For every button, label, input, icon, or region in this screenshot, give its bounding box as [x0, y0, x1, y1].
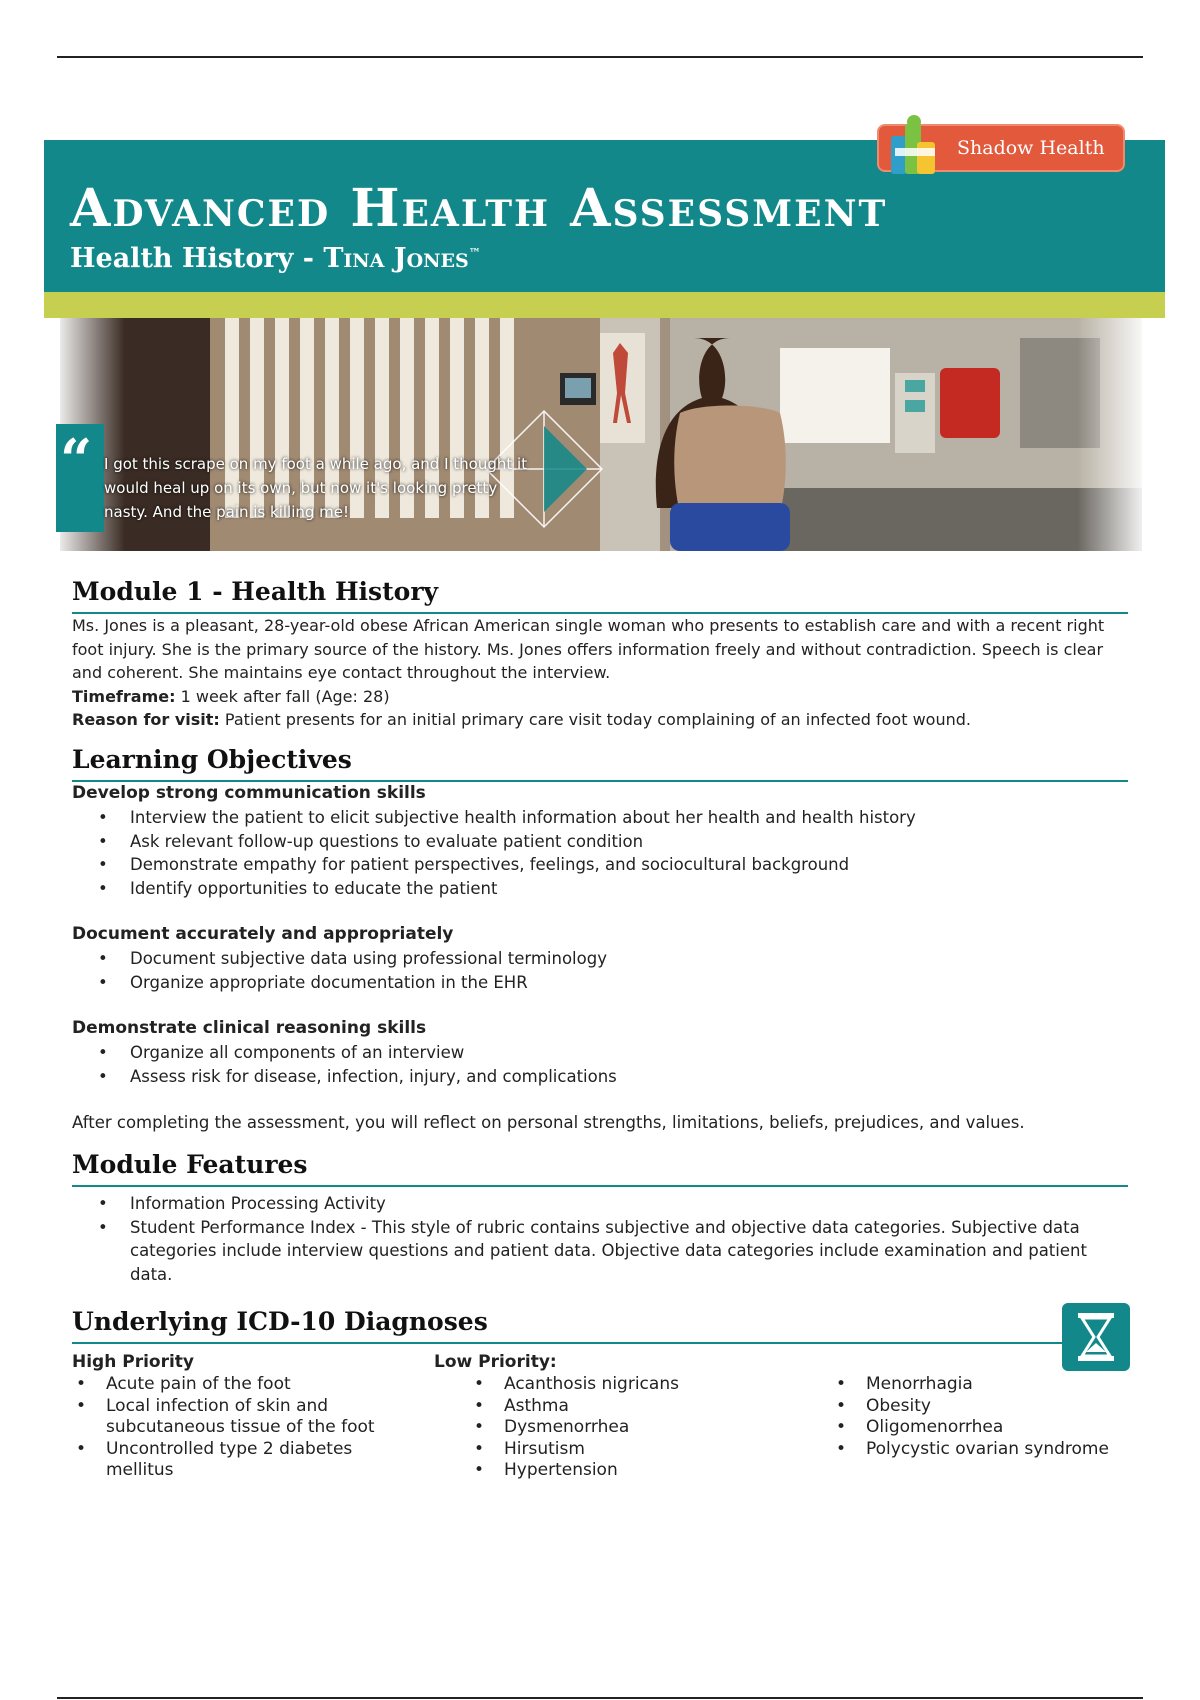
hourglass-icon	[1062, 1303, 1130, 1371]
patient-name: Tina Jones	[323, 243, 469, 274]
top-rule	[57, 56, 1143, 58]
objective-group-title: Develop strong communication skills	[72, 783, 426, 803]
module-heading: Module 1 - Health History	[72, 577, 439, 606]
shadow-health-logo	[877, 124, 1125, 172]
reason-value: Patient presents for an initial primary care visit today complaining of an infected foot wound.	[219, 710, 971, 729]
diagnoses-heading-rule	[72, 1342, 1066, 1344]
page-subtitle	[70, 243, 481, 274]
list-item: • Acute pain of the foot	[72, 1374, 402, 1396]
list-item: • Dysmenorrhea	[470, 1417, 770, 1439]
list-item: • Obesity	[832, 1396, 1162, 1418]
list-item: • Organize appropriate documentation in the EHR	[72, 971, 1132, 995]
objective-group-title: Demonstrate clinical reasoning skills	[72, 1018, 427, 1038]
timeframe-label: Timeframe:	[72, 686, 176, 706]
high-priority-list	[72, 1374, 402, 1482]
list-item: • Local infection of skin and subcutaneous tissue of the foot	[72, 1396, 402, 1439]
list-item: • Oligomenorrhea	[832, 1417, 1162, 1439]
low-priority-label: Low Priority:	[434, 1352, 557, 1372]
list-item: • Menorrhagia	[832, 1374, 1162, 1396]
list-item: • Demonstrate empathy for patient perspectives, feelings, and sociocultural background	[72, 853, 1132, 877]
list-item: • Uncontrolled type 2 diabetes mellitus	[72, 1439, 402, 1482]
list-item: • Document subjective data using professional terminology	[72, 947, 1132, 971]
low-priority-list-2	[832, 1374, 1162, 1460]
list-item: • Hirsutism	[470, 1439, 770, 1461]
subtitle-prefix: Health History -	[70, 243, 324, 274]
list-item: • Assess risk for disease, infection, injury, and complications	[72, 1065, 1132, 1089]
list-item: • Ask relevant follow-up questions to evaluate patient condition	[72, 830, 1132, 854]
module-description-block	[72, 614, 1132, 732]
quote-mark-icon: “	[60, 427, 93, 493]
list-item: • Organize all components of an interview	[72, 1041, 1132, 1065]
list-item: • Interview the patient to elicit subjective health information about her health and health history	[72, 806, 1132, 830]
list-item: • Hypertension	[470, 1460, 770, 1482]
objectives-heading-rule	[72, 780, 1128, 782]
shadow-health-logo-icon	[887, 114, 943, 180]
bottom-rule	[57, 1697, 1143, 1699]
list-item: • Information Processing Activity	[72, 1192, 1132, 1216]
objectives-heading: Learning Objectives	[72, 745, 352, 774]
diagnoses-heading: Underlying ICD-10 Diagnoses	[72, 1307, 488, 1336]
list-item: • Student Performance Index - This style of rubric contains subjective and objective data categories. Subjective data categories include interview questions and patient data. Objective data categories include examination and patient data.	[72, 1216, 1132, 1287]
features-heading-rule	[72, 1185, 1128, 1187]
objective-list-documentation	[72, 947, 1132, 994]
objectives-closing: After completing the assessment, you will reflect on personal strengths, limitations, beliefs, prejudices, and values.	[72, 1113, 1025, 1132]
list-item: • Identify opportunities to educate the patient	[72, 877, 1132, 901]
low-priority-list-1	[470, 1374, 770, 1482]
timeframe-value: 1 week after fall (Age: 28)	[175, 686, 390, 706]
list-item: • Asthma	[470, 1396, 770, 1418]
reason-line	[72, 708, 1132, 732]
logo-text: Shadow Health	[957, 137, 1105, 159]
page-title: Advanced Health Assessment	[70, 178, 888, 239]
module-description: Ms. Jones is a pleasant, 28-year-old obese African American single woman who presents to establish care and with a recent right foot injury. She is the primary source of the history. Ms. Jones offers information freely and without contradiction. Speech is clear and coherent. She maintains eye contact throughout the interview.	[72, 616, 1105, 682]
patient-quote: I got this scrape on my foot a while ago, and I thought it would heal up on its own, but now it's looking pretty nasty. And the pain is killing me!	[104, 455, 528, 521]
features-list	[72, 1192, 1132, 1286]
objective-group-title: Document accurately and appropriately	[72, 924, 454, 944]
features-heading: Module Features	[72, 1150, 308, 1179]
high-priority-label: High Priority	[72, 1352, 195, 1372]
reason-label: Reason for visit:	[72, 710, 220, 729]
hourglass-glyph	[1062, 1303, 1130, 1371]
timeframe-line	[72, 685, 1132, 709]
list-item: • Acanthosis nigricans	[470, 1374, 770, 1396]
objective-list-communication	[72, 806, 1132, 900]
trademark-mark: ™	[468, 246, 481, 260]
header-accent-stripe	[44, 292, 1165, 318]
objective-list-reasoning	[72, 1041, 1132, 1088]
list-item: • Polycystic ovarian syndrome	[832, 1439, 1162, 1461]
